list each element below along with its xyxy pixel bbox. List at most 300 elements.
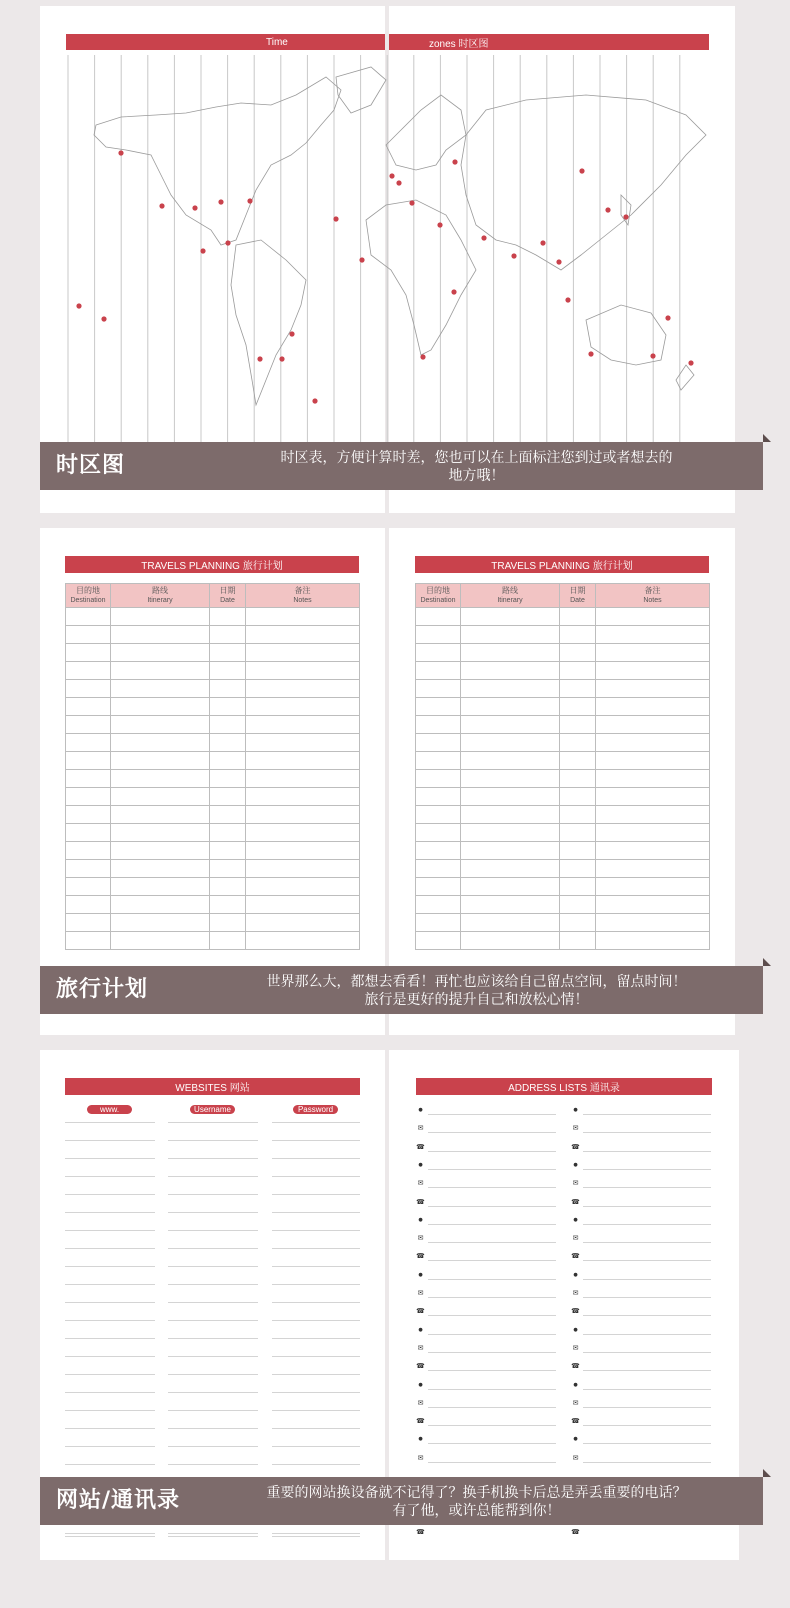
table-cell[interactable]	[596, 824, 710, 842]
table-cell[interactable]	[246, 608, 360, 626]
table-cell[interactable]	[246, 842, 360, 860]
address-entry-line[interactable]	[428, 1206, 556, 1207]
table-cell[interactable]	[246, 752, 360, 770]
address-entry-line[interactable]	[428, 1389, 556, 1390]
table-cell[interactable]	[246, 716, 360, 734]
table-cell[interactable]	[461, 752, 560, 770]
table-cell[interactable]	[560, 914, 596, 932]
location-pin	[218, 199, 223, 204]
website-entry-line[interactable]	[65, 1374, 155, 1375]
table-cell[interactable]	[416, 680, 461, 698]
table-cell[interactable]	[111, 752, 210, 770]
table-cell[interactable]	[416, 878, 461, 896]
website-entry-line[interactable]	[168, 1284, 258, 1285]
address-entry-line[interactable]	[583, 1443, 711, 1444]
table-cell[interactable]	[210, 842, 246, 860]
table-cell[interactable]	[461, 842, 560, 860]
table-cell[interactable]	[416, 824, 461, 842]
table-cell[interactable]	[461, 662, 560, 680]
table-cell[interactable]	[210, 770, 246, 788]
address-entry-line[interactable]	[583, 1334, 711, 1335]
address-entry-line[interactable]	[583, 1224, 711, 1225]
table-cell[interactable]	[596, 860, 710, 878]
website-entry-line[interactable]	[168, 1374, 258, 1375]
bottom-caption-desc	[210, 1484, 743, 1520]
website-entry-line[interactable]	[168, 1248, 258, 1249]
address-entry-line[interactable]	[583, 1242, 711, 1243]
website-entry-line[interactable]	[272, 1533, 360, 1534]
location-pin	[312, 398, 317, 403]
table-cell[interactable]	[560, 626, 596, 644]
website-entry-line[interactable]	[65, 1284, 155, 1285]
address-entry-line[interactable]	[583, 1315, 711, 1316]
website-entry-line[interactable]	[168, 1140, 258, 1141]
table-cell[interactable]	[111, 770, 210, 788]
table-cell[interactable]	[111, 716, 210, 734]
table-cell[interactable]	[560, 878, 596, 896]
address-entry-line[interactable]	[428, 1114, 556, 1115]
website-entry-line[interactable]	[65, 1212, 155, 1213]
table-cell[interactable]	[416, 860, 461, 878]
table-cell[interactable]	[596, 932, 710, 950]
table-cell[interactable]	[560, 680, 596, 698]
table-cell[interactable]	[111, 842, 210, 860]
table-cell[interactable]	[111, 896, 210, 914]
table-cell[interactable]	[416, 932, 461, 950]
website-entry-line[interactable]	[272, 1122, 360, 1123]
table-cell[interactable]	[210, 878, 246, 896]
website-entry-line[interactable]	[65, 1122, 155, 1123]
table-cell[interactable]	[66, 932, 111, 950]
table-cell[interactable]	[111, 914, 210, 932]
location-pin	[540, 240, 545, 245]
table-cell[interactable]	[596, 734, 710, 752]
address-entry-line[interactable]	[583, 1206, 711, 1207]
table-cell[interactable]	[210, 932, 246, 950]
address-entry-line[interactable]	[428, 1407, 556, 1408]
table-cell[interactable]	[596, 806, 710, 824]
website-entry-line[interactable]	[272, 1320, 360, 1321]
table-cell[interactable]	[246, 626, 360, 644]
website-entry-line[interactable]	[272, 1410, 360, 1411]
table-row	[66, 806, 360, 824]
table-row	[416, 824, 710, 842]
table-cell[interactable]	[66, 662, 111, 680]
table-cell[interactable]	[111, 698, 210, 716]
mail-icon: ✉	[572, 1398, 579, 1407]
location-pin	[359, 257, 364, 262]
table-cell[interactable]	[210, 914, 246, 932]
website-entry-line[interactable]	[168, 1410, 258, 1411]
website-entry-line[interactable]	[272, 1464, 360, 1465]
location-pin	[565, 297, 570, 302]
website-entry-line[interactable]	[168, 1212, 258, 1213]
location-pin	[588, 351, 593, 356]
table-cell[interactable]	[596, 698, 710, 716]
website-entry-line[interactable]	[65, 1428, 155, 1429]
address-entry-line[interactable]	[583, 1279, 711, 1280]
travel-table-left	[65, 583, 360, 950]
table-cell[interactable]	[66, 860, 111, 878]
table-cell[interactable]	[210, 824, 246, 842]
table-row	[66, 608, 360, 626]
table-cell[interactable]	[210, 716, 246, 734]
address-entry-line[interactable]	[583, 1370, 711, 1371]
phone-icon: ☎	[416, 1252, 425, 1261]
table-cell[interactable]	[560, 806, 596, 824]
website-entry-line[interactable]	[272, 1428, 360, 1429]
table-cell[interactable]	[111, 932, 210, 950]
table-cell[interactable]	[596, 644, 710, 662]
table-cell[interactable]	[416, 698, 461, 716]
table-cell[interactable]	[416, 662, 461, 680]
address-band	[416, 1078, 712, 1095]
table-cell[interactable]	[246, 914, 360, 932]
table-row	[66, 716, 360, 734]
table-cell[interactable]	[596, 752, 710, 770]
table-cell[interactable]	[416, 752, 461, 770]
table-cell[interactable]	[246, 824, 360, 842]
table-cell[interactable]	[596, 914, 710, 932]
address-entry-line[interactable]	[583, 1462, 711, 1463]
address-entry-line[interactable]	[583, 1187, 711, 1188]
table-cell[interactable]	[461, 806, 560, 824]
table-cell[interactable]	[461, 698, 560, 716]
table-cell[interactable]	[461, 608, 560, 626]
website-entry-line[interactable]	[168, 1158, 258, 1159]
table-cell[interactable]	[416, 626, 461, 644]
table-cell[interactable]	[210, 806, 246, 824]
table-cell[interactable]	[461, 680, 560, 698]
table-cell[interactable]	[461, 860, 560, 878]
table-cell[interactable]	[560, 932, 596, 950]
table-cell[interactable]	[66, 878, 111, 896]
table-cell[interactable]	[246, 680, 360, 698]
website-entry-line[interactable]	[168, 1338, 258, 1339]
address-entry-line[interactable]	[428, 1169, 556, 1170]
table-cell[interactable]	[66, 788, 111, 806]
website-entry-line[interactable]	[65, 1176, 155, 1177]
website-entry-line[interactable]	[272, 1176, 360, 1177]
website-entry-line[interactable]	[168, 1194, 258, 1195]
website-entry-line[interactable]	[272, 1446, 360, 1447]
website-entry-line[interactable]	[272, 1284, 360, 1285]
table-cell[interactable]	[66, 752, 111, 770]
col-destination: 目的地 Destination	[66, 584, 111, 608]
table-cell[interactable]	[66, 824, 111, 842]
table-cell[interactable]	[246, 932, 360, 950]
table-cell[interactable]	[461, 788, 560, 806]
table-cell[interactable]	[461, 770, 560, 788]
table-cell[interactable]	[111, 680, 210, 698]
table-cell[interactable]	[210, 860, 246, 878]
table-cell[interactable]	[416, 608, 461, 626]
website-entry-line[interactable]	[272, 1212, 360, 1213]
website-entry-line[interactable]	[272, 1356, 360, 1357]
address-entry-line[interactable]	[428, 1279, 556, 1280]
table-cell[interactable]	[210, 626, 246, 644]
table-cell[interactable]	[596, 662, 710, 680]
address-entry-line[interactable]	[583, 1151, 711, 1152]
address-entry-line[interactable]	[428, 1443, 556, 1444]
address-entry-line[interactable]	[583, 1389, 711, 1390]
table-cell[interactable]	[66, 626, 111, 644]
address-entry-line[interactable]	[428, 1315, 556, 1316]
table-cell[interactable]	[560, 770, 596, 788]
table-cell[interactable]	[596, 716, 710, 734]
table-cell[interactable]	[246, 698, 360, 716]
table-cell[interactable]	[461, 914, 560, 932]
address-entry-line[interactable]	[428, 1242, 556, 1243]
website-entry-line[interactable]	[65, 1302, 155, 1303]
table-cell[interactable]	[596, 788, 710, 806]
website-entry-line[interactable]	[168, 1536, 258, 1537]
table-cell[interactable]	[246, 734, 360, 752]
table-cell[interactable]	[210, 698, 246, 716]
table-row	[66, 662, 360, 680]
table-cell[interactable]	[560, 752, 596, 770]
location-pin	[279, 356, 284, 361]
table-cell[interactable]	[596, 770, 710, 788]
table-cell[interactable]	[461, 626, 560, 644]
table-cell[interactable]	[111, 734, 210, 752]
table-cell[interactable]	[66, 698, 111, 716]
address-entry-line[interactable]	[583, 1132, 711, 1133]
table-cell[interactable]	[66, 644, 111, 662]
address-entry-line[interactable]	[428, 1260, 556, 1261]
address-entry-line[interactable]	[428, 1151, 556, 1152]
website-entry-line[interactable]	[272, 1158, 360, 1159]
travel-caption-title: 旅行计划	[56, 977, 149, 1002]
table-cell[interactable]	[416, 842, 461, 860]
table-cell[interactable]	[111, 662, 210, 680]
table-cell[interactable]	[246, 806, 360, 824]
table-cell[interactable]	[461, 932, 560, 950]
table-cell[interactable]	[111, 608, 210, 626]
website-entry-line[interactable]	[65, 1446, 155, 1447]
website-entry-line[interactable]	[65, 1266, 155, 1267]
table-cell[interactable]	[66, 680, 111, 698]
address-entry-line[interactable]	[428, 1334, 556, 1335]
table-cell[interactable]	[461, 644, 560, 662]
table-row	[66, 896, 360, 914]
table-cell[interactable]	[416, 806, 461, 824]
website-entry-line[interactable]	[272, 1230, 360, 1231]
location-pin	[247, 198, 252, 203]
address-entry-line[interactable]	[428, 1187, 556, 1188]
website-entry-line[interactable]	[65, 1536, 155, 1537]
websites-address-caption	[40, 1477, 763, 1525]
address-entry-line[interactable]	[428, 1132, 556, 1133]
website-entry-line[interactable]	[65, 1230, 155, 1231]
website-entry-line[interactable]	[65, 1158, 155, 1159]
website-entry-line[interactable]	[168, 1356, 258, 1357]
website-entry-line[interactable]	[168, 1446, 258, 1447]
table-cell[interactable]	[210, 788, 246, 806]
travel-caption-line2: 旅行是更好的提升自己和放松心情！	[364, 992, 589, 1008]
table-cell[interactable]	[246, 644, 360, 662]
address-entry-line[interactable]	[583, 1114, 711, 1115]
website-entry-line[interactable]	[65, 1464, 155, 1465]
website-entry-line[interactable]	[272, 1338, 360, 1339]
table-row	[66, 878, 360, 896]
table-cell[interactable]	[560, 788, 596, 806]
table-cell[interactable]	[66, 716, 111, 734]
table-cell[interactable]	[111, 626, 210, 644]
table-cell[interactable]	[560, 824, 596, 842]
col-date: 日期 Date	[560, 584, 596, 608]
table-cell[interactable]	[111, 860, 210, 878]
website-entry-line[interactable]	[272, 1302, 360, 1303]
website-entry-line[interactable]	[168, 1533, 258, 1534]
website-entry-line[interactable]	[272, 1266, 360, 1267]
table-row	[416, 878, 710, 896]
website-entry-line[interactable]	[168, 1464, 258, 1465]
table-cell[interactable]	[111, 788, 210, 806]
address-entry-line[interactable]	[428, 1224, 556, 1225]
table-cell[interactable]	[461, 896, 560, 914]
table-cell[interactable]	[66, 914, 111, 932]
table-cell[interactable]	[560, 662, 596, 680]
website-entry-line[interactable]	[65, 1410, 155, 1411]
table-cell[interactable]	[111, 806, 210, 824]
website-entry-line[interactable]	[272, 1392, 360, 1393]
table-cell[interactable]	[66, 896, 111, 914]
table-cell[interactable]	[596, 626, 710, 644]
table-cell[interactable]	[560, 860, 596, 878]
table-cell[interactable]	[596, 896, 710, 914]
table-cell[interactable]	[210, 734, 246, 752]
website-entry-line[interactable]	[168, 1428, 258, 1429]
address-entry-line[interactable]	[428, 1352, 556, 1353]
table-row	[66, 680, 360, 698]
table-cell[interactable]	[596, 680, 710, 698]
website-entry-line[interactable]	[65, 1194, 155, 1195]
person-icon: ●	[573, 1381, 578, 1388]
website-entry-line[interactable]	[272, 1140, 360, 1141]
table-cell[interactable]	[560, 644, 596, 662]
table-cell[interactable]	[461, 878, 560, 896]
table-cell[interactable]	[210, 608, 246, 626]
table-cell[interactable]	[416, 734, 461, 752]
table-cell[interactable]	[560, 896, 596, 914]
website-entry-line[interactable]	[168, 1122, 258, 1123]
table-cell[interactable]	[210, 662, 246, 680]
person-icon: ●	[573, 1436, 578, 1443]
table-cell[interactable]	[111, 878, 210, 896]
table-cell[interactable]	[416, 896, 461, 914]
website-entry-line[interactable]	[272, 1374, 360, 1375]
website-entry-line[interactable]	[168, 1266, 258, 1267]
address-entry-line[interactable]	[583, 1407, 711, 1408]
address-entry-line[interactable]	[583, 1352, 711, 1353]
table-cell[interactable]	[416, 788, 461, 806]
website-entry-line[interactable]	[65, 1356, 155, 1357]
address-entry-line[interactable]	[428, 1462, 556, 1463]
address-entry-line[interactable]	[583, 1425, 711, 1426]
address-entry-line[interactable]	[428, 1425, 556, 1426]
website-entry-line[interactable]	[65, 1338, 155, 1339]
north-america-outline	[94, 77, 341, 245]
table-row	[66, 644, 360, 662]
table-cell[interactable]	[66, 734, 111, 752]
website-entry-line[interactable]	[272, 1194, 360, 1195]
mail-icon: ✉	[572, 1124, 579, 1133]
table-cell[interactable]	[246, 860, 360, 878]
website-entry-line[interactable]	[65, 1533, 155, 1534]
table-cell[interactable]	[246, 770, 360, 788]
table-cell[interactable]	[461, 716, 560, 734]
table-cell[interactable]	[461, 734, 560, 752]
address-entry-line[interactable]	[428, 1370, 556, 1371]
table-cell[interactable]	[560, 716, 596, 734]
table-cell[interactable]	[246, 788, 360, 806]
address-entry-line[interactable]	[583, 1169, 711, 1170]
table-cell[interactable]	[66, 608, 111, 626]
table-cell[interactable]	[210, 644, 246, 662]
location-pin	[556, 259, 561, 264]
website-entry-line[interactable]	[65, 1392, 155, 1393]
website-entry-line[interactable]	[168, 1320, 258, 1321]
website-entry-line[interactable]	[272, 1536, 360, 1537]
table-cell[interactable]	[111, 644, 210, 662]
caption-fold	[763, 434, 771, 442]
address-entry-line[interactable]	[583, 1260, 711, 1261]
table-cell[interactable]	[560, 842, 596, 860]
table-cell[interactable]	[560, 734, 596, 752]
table-cell[interactable]	[596, 608, 710, 626]
table-row	[66, 698, 360, 716]
asia-outline	[461, 95, 706, 270]
table-cell[interactable]	[596, 842, 710, 860]
table-cell[interactable]	[461, 824, 560, 842]
website-entry-line[interactable]	[272, 1248, 360, 1249]
table-row	[66, 788, 360, 806]
website-entry-line[interactable]	[168, 1176, 258, 1177]
website-entry-line[interactable]	[168, 1302, 258, 1303]
table-cell[interactable]	[596, 878, 710, 896]
table-cell[interactable]	[66, 842, 111, 860]
travel-band-right	[415, 556, 709, 573]
table-cell[interactable]	[66, 770, 111, 788]
location-markers	[76, 150, 693, 403]
table-row	[66, 626, 360, 644]
table-cell[interactable]	[560, 608, 596, 626]
table-cell[interactable]	[210, 680, 246, 698]
website-entry-line[interactable]	[65, 1320, 155, 1321]
address-entry-line[interactable]	[583, 1297, 711, 1298]
website-entry-line[interactable]	[65, 1140, 155, 1141]
table-cell[interactable]	[416, 644, 461, 662]
table-cell[interactable]	[111, 824, 210, 842]
website-entry-line[interactable]	[65, 1248, 155, 1249]
table-cell[interactable]	[66, 806, 111, 824]
table-cell[interactable]	[246, 878, 360, 896]
table-cell[interactable]	[416, 914, 461, 932]
address-entry-line[interactable]	[428, 1297, 556, 1298]
table-cell[interactable]	[246, 662, 360, 680]
travel-table-header	[66, 584, 360, 608]
europe-outline	[386, 95, 466, 170]
table-cell[interactable]	[246, 896, 360, 914]
table-cell[interactable]	[416, 716, 461, 734]
website-entry-line[interactable]	[168, 1392, 258, 1393]
table-cell[interactable]	[416, 770, 461, 788]
table-cell[interactable]	[560, 698, 596, 716]
table-cell[interactable]	[210, 896, 246, 914]
website-entry-line[interactable]	[168, 1230, 258, 1231]
table-cell[interactable]	[210, 752, 246, 770]
